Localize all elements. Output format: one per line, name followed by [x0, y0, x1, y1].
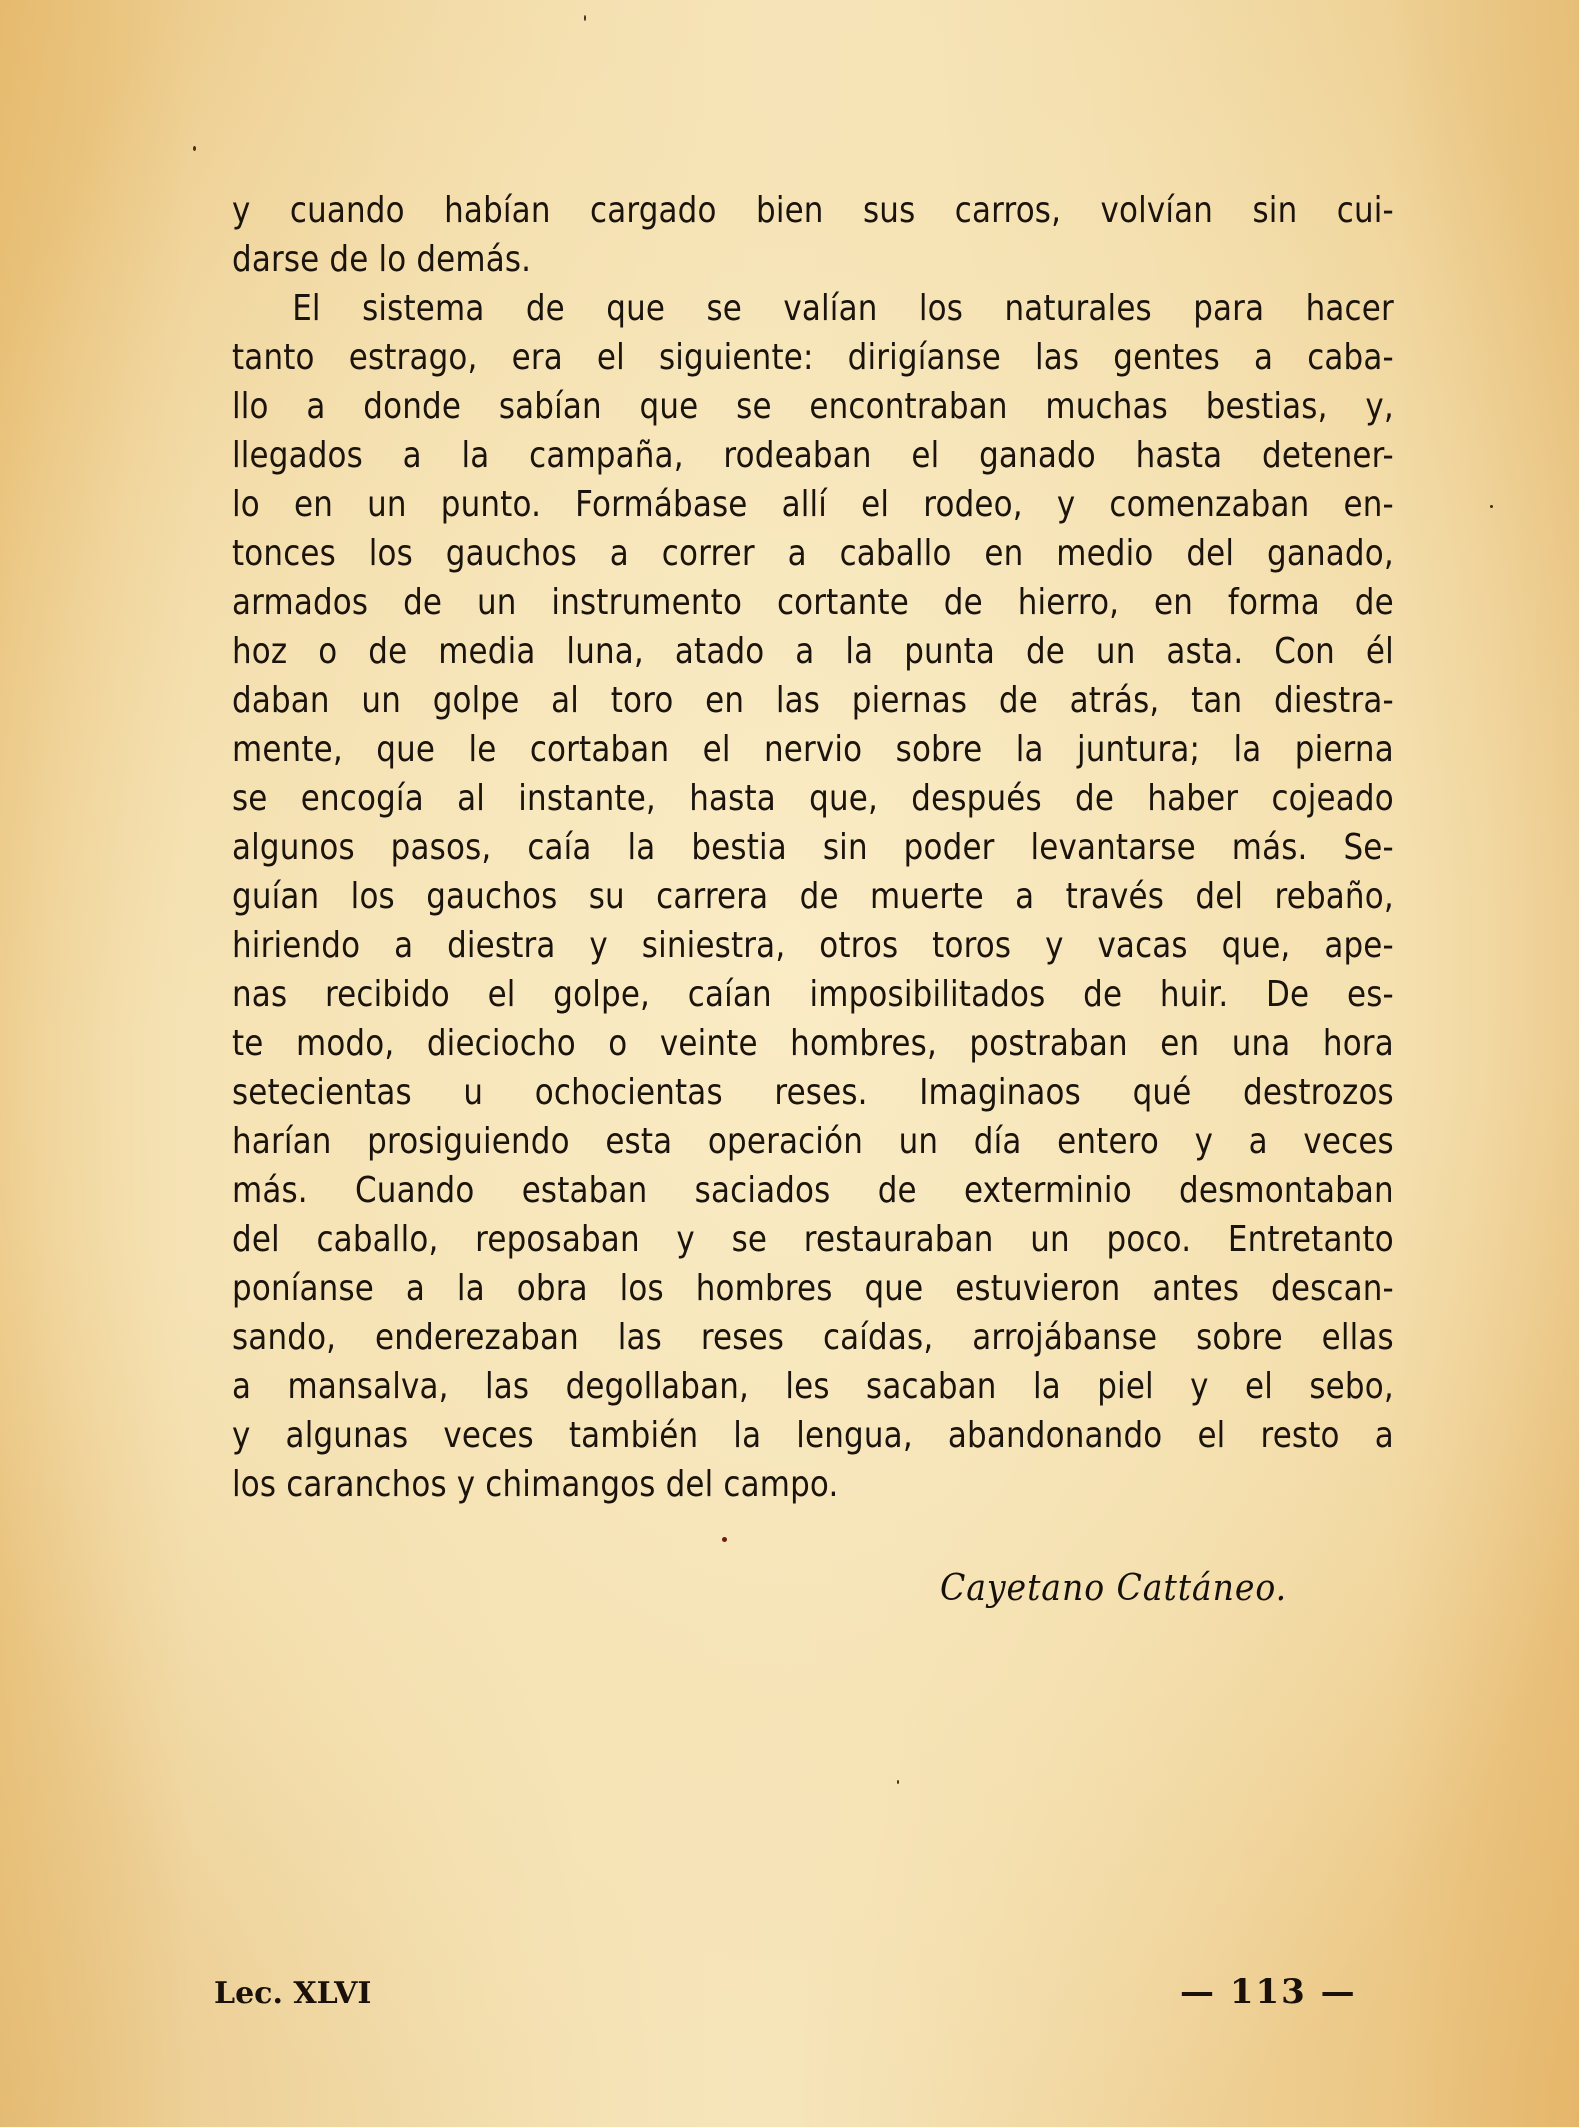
text-line: hiriendo a diestra y siniestra, otros toros y vacas que, ape-: [232, 925, 1394, 966]
paper-speck: [1490, 505, 1493, 508]
text-line: algunos pasos, caía la bestia sin poder levantarse más. Se-: [232, 827, 1394, 868]
paper-speck: [722, 1537, 727, 1542]
page-number: — 113 —: [1180, 1972, 1357, 2012]
text-line: se encogía al instante, hasta que, después de haber cojeado: [232, 778, 1394, 819]
text-line: llegados a la campaña, rodeaban el ganado hasta detener-: [232, 435, 1394, 476]
text-line: a mansalva, las degollaban, les sacaban la piel y el sebo,: [232, 1366, 1394, 1407]
paper-speck: [897, 1780, 899, 1784]
text-line: daban un golpe al toro en las piernas de atrás, tan diestra-: [232, 680, 1394, 721]
text-line: armados de un instrumento cortante de hierro, en forma de: [232, 582, 1394, 623]
text-line: guían los gauchos su carrera de muerte a través del rebaño,: [232, 876, 1394, 917]
text-line: te modo, dieciocho o veinte hombres, postraban en una hora: [232, 1023, 1394, 1064]
text-line: hoz o de media luna, atado a la punta de un asta. Con él: [232, 631, 1394, 672]
lesson-label: Lec. XLVI: [214, 1976, 372, 2011]
text-line: del caballo, reposaban y se restauraban un poco. Entretanto: [232, 1219, 1394, 1260]
text-line: setecientas u ochocientas reses. Imaginaos qué destrozos: [232, 1072, 1394, 1113]
author-signature: Cayetano Cattáneo.: [940, 1568, 1288, 1609]
text-line: los caranchos y chimangos del campo.: [232, 1464, 839, 1505]
text-line: llo a donde sabían que se encontraban muchas bestias, y,: [232, 386, 1394, 427]
text-line: y cuando habían cargado bien sus carros, volvían sin cui-: [232, 190, 1394, 231]
text-line: tonces los gauchos a correr a caballo en medio del ganado,: [232, 533, 1394, 574]
text-line: y algunas veces también la lengua, abandonando el resto a: [232, 1415, 1394, 1456]
paragraph-start-line: El sistema de que se valían los naturales para hacer: [292, 288, 1394, 329]
text-line: poníanse a la obra los hombres que estuvieron antes descan-: [232, 1268, 1394, 1309]
text-line: lo en un punto. Formábase allí el rodeo, y comenzaban en-: [232, 484, 1394, 525]
paper-speck: [193, 146, 196, 151]
text-line: sando, enderezaban las reses caídas, arrojábanse sobre ellas: [232, 1317, 1394, 1358]
paper-speck: [584, 15, 586, 21]
text-line: harían prosiguiendo esta operación un día entero y a veces: [232, 1121, 1394, 1162]
body-text: [232, 186, 1394, 1509]
text-line: darse de lo demás.: [232, 239, 532, 280]
text-line: más. Cuando estaban saciados de exterminio desmontaban: [232, 1170, 1394, 1211]
text-line: nas recibido el golpe, caían imposibilitados de huir. De es-: [232, 974, 1394, 1015]
text-line: mente, que le cortaban el nervio sobre la juntura; la pierna: [232, 729, 1394, 770]
text-line: tanto estrago, era el siguiente: dirigíanse las gentes a caba-: [232, 337, 1394, 378]
